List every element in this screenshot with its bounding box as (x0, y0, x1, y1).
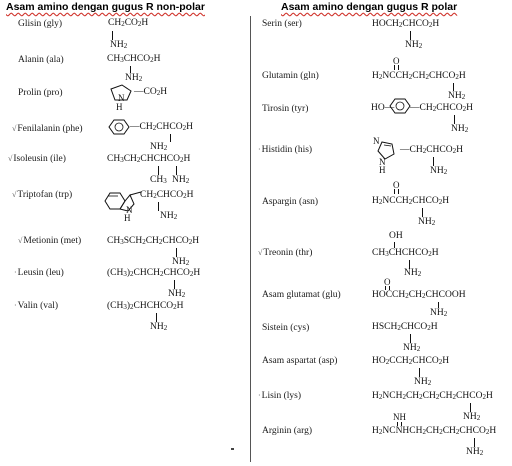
amino-name: Glisin (gly) (18, 19, 63, 29)
decorative-mark (231, 448, 234, 450)
amino-name: ·Lisin (lys) (258, 391, 301, 401)
bond (433, 157, 434, 166)
amino-group: $NH_2$ (110, 40, 128, 50)
amino-name: Sistein (cys) (262, 323, 310, 333)
bond (422, 208, 423, 217)
amino-group: $NH_2$ (404, 268, 422, 278)
bond (410, 334, 411, 343)
amino-group: $NH_2$ (418, 217, 436, 227)
oxo-atom: O (393, 56, 400, 66)
amino-formula: $(CH_3)_2CHCH_2CHCO_2H$ (107, 268, 201, 278)
amino-name: √Metionin (met) (18, 236, 82, 246)
ring-atom-h: H (116, 102, 123, 112)
amino-formula: HO— (371, 103, 395, 113)
bond (474, 438, 475, 447)
amino-name: √Isoleusin (ile) (8, 154, 66, 164)
amino-group: $NH_2$ (463, 412, 481, 422)
amino-group: $NH_2$ (150, 142, 168, 152)
amino-group: $NH_2$ (448, 91, 466, 101)
imino-group: NH (393, 412, 406, 422)
oxo-atom: O (393, 180, 400, 190)
amino-formula: $—CH_2CHCO_2H$ (130, 122, 193, 132)
amino-name: Prolin (pro) (18, 88, 63, 98)
ring-atom-n: N (379, 157, 386, 167)
amino-group: $NH_2$ (172, 257, 190, 267)
amino-formula: $CH_3CH_2CHCHCO_2H$ (107, 154, 191, 164)
amino-name: ·Histidin (his) (258, 145, 313, 155)
ring-atom-h: H (379, 165, 386, 175)
double-bond (394, 189, 399, 194)
amino-group: $NH_2$ (451, 124, 469, 134)
ring-atom-n: N (126, 205, 133, 215)
amino-name: Asam aspartat (asp) (262, 356, 338, 366)
bond (419, 368, 420, 377)
amino-group: $NH_2$ (430, 166, 448, 176)
amino-name: Arginin (arg) (262, 426, 313, 436)
bond (453, 83, 454, 91)
amino-formula: $CH_2CHCO_2H$ (140, 190, 194, 200)
amino-group: $NH_2$ (414, 377, 432, 387)
amino-name: Glutamin (gln) (262, 71, 319, 81)
amino-name: √Treonin (thr) (258, 248, 313, 258)
bond (470, 403, 471, 412)
amino-formula: $H_2NCCH_2CHCO_2H$ (372, 196, 450, 206)
amino-name: Alanin (ala) (18, 55, 64, 65)
oxo-atom: O (384, 277, 391, 287)
double-bond (394, 65, 399, 70)
amino-formula: $—CO_2H$ (134, 87, 168, 97)
amino-group: $NH_2$ (405, 40, 423, 50)
amino-name: Aspargin (asn) (262, 197, 319, 207)
amino-group: $NH_2$ (430, 308, 448, 318)
heading-non-polar: Asam amino dengan gugus R non-polar (6, 1, 205, 13)
amino-name: ·Leusin (leu) (14, 268, 64, 278)
amino-group: $NH_2$ (172, 175, 190, 185)
ring-atom-h: H (124, 213, 131, 223)
hydroxyl-group: OH (389, 231, 403, 241)
phenol-ring-icon (389, 98, 411, 114)
amino-branch: $CH_3$ (150, 175, 167, 185)
amino-group: $NH_2$ (160, 211, 178, 221)
amino-formula: $—CH_2CHCO_2H$ (400, 145, 463, 155)
bond (410, 31, 411, 40)
ring-atom-n: N (373, 136, 380, 146)
amino-group: $NH_2$ (403, 343, 421, 353)
amino-name: √Fenilalanin (phe) (12, 124, 83, 134)
amino-formula: $(CH_3)_2CHCHCO_2H$ (107, 301, 184, 311)
amino-group: $NH_2$ (168, 289, 186, 299)
amino-formula: $CH_3CHCHCO_2H$ (372, 248, 439, 258)
amino-formula: $HOCCH_2CH_2CHCOOH$ (372, 290, 466, 300)
amino-formula: $CH_2CO_2H$ (108, 18, 149, 28)
bond (454, 115, 455, 124)
amino-formula: $HOCH_2CHCO_2H$ (372, 19, 440, 29)
ring-atom-n: N (118, 93, 125, 103)
amino-formula: $H_2NCNHCH_2CH_2CH_2CHCO_2H$ (372, 426, 497, 436)
amino-name: Serin (ser) (262, 19, 302, 29)
amino-formula: $CH_3SCH_2CH_2CHCO_2H$ (107, 236, 200, 246)
amino-name: Tirosin (tyr) (262, 104, 309, 114)
amino-group: $NH_2$ (150, 322, 168, 332)
amino-group: $NH_2$ (125, 73, 143, 83)
amino-group: $NH_2$ (466, 447, 484, 457)
amino-formula: $H_2NCH_2CH_2CH_2CH_2CHCO_2H$ (372, 391, 493, 401)
amino-formula: $CH_3CHCO_2H$ (107, 54, 161, 64)
amino-name: Asam glutamat (glu) (262, 290, 341, 300)
amino-formula: $HO_2CCH_2CHCO_2H$ (372, 356, 450, 366)
amino-formula: $H_2NCCH_2CH_2CHCO_2H$ (372, 71, 466, 81)
amino-name: √Triptofan (trp) (12, 190, 73, 200)
heading-polar: Asam amino dengan gugus R polar (281, 1, 458, 13)
amino-formula-tail: $—CH_2CHCO_2H$ (410, 103, 473, 113)
amino-name: ·Valin (val) (14, 301, 59, 311)
amino-formula: $HSCH_2CHCO_2H$ (372, 322, 438, 332)
